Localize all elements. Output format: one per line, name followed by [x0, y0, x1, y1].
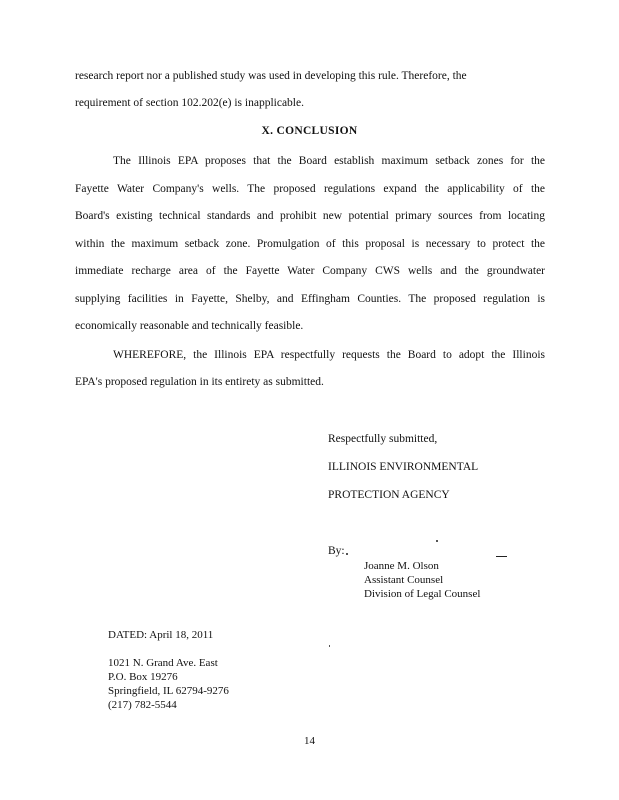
address-line: Springfield, IL 62794-9276: [108, 685, 229, 697]
body-line: economically reasonable and technically feasible.: [75, 320, 304, 332]
signature-mark: [436, 540, 438, 542]
dated-line: DATED: April 18, 2011: [108, 629, 214, 641]
body-line: WHEREFORE, the Illinois EPA respectfully requests the Board to adopt the Illinois: [113, 349, 545, 361]
body-line: Fayette Water Company's wells. The proposed regulations expand the applicability of the: [75, 183, 545, 195]
body-line: requirement of section 102.202(e) is inapplicable.: [75, 97, 304, 109]
body-line: supplying facilities in Fayette, Shelby, and Effingham Counties. The proposed regulation is: [75, 293, 545, 305]
org-name-line1: ILLINOIS ENVIRONMENTAL: [328, 461, 479, 473]
signer-name: Joanne M. Olson: [364, 560, 439, 572]
body-line: The Illinois EPA proposes that the Board establish maximum setback zones for the: [113, 155, 545, 167]
page-number: 14: [304, 735, 315, 747]
body-line: immediate recharge area of the Fayette Water Company CWS wells and the groundwater: [75, 265, 545, 277]
address-line: 1021 N. Grand Ave. East: [108, 657, 218, 669]
signature-mark: [346, 553, 348, 555]
address-line: P.O. Box 19276: [108, 671, 178, 683]
by-label: By:: [328, 545, 345, 557]
signer-division: Division of Legal Counsel: [364, 588, 481, 600]
org-name-line2: PROTECTION AGENCY: [328, 489, 450, 501]
stray-mark: [329, 645, 330, 647]
body-line: Board's existing technical standards and prohibit new potential primary sources from locating: [75, 210, 545, 222]
signature-line: [496, 556, 507, 557]
section-heading: X. CONCLUSION: [261, 125, 358, 137]
address-line: (217) 782-5544: [108, 699, 177, 711]
signer-title: Assistant Counsel: [364, 574, 444, 586]
body-line: research report nor a published study was used in developing this rule. Therefore, the: [75, 70, 467, 82]
closing: Respectfully submitted,: [328, 433, 438, 445]
body-line: EPA's proposed regulation in its entirety as submitted.: [75, 376, 324, 388]
body-line: within the maximum setback zone. Promulgation of this proposal is necessary to protect the: [75, 238, 545, 250]
